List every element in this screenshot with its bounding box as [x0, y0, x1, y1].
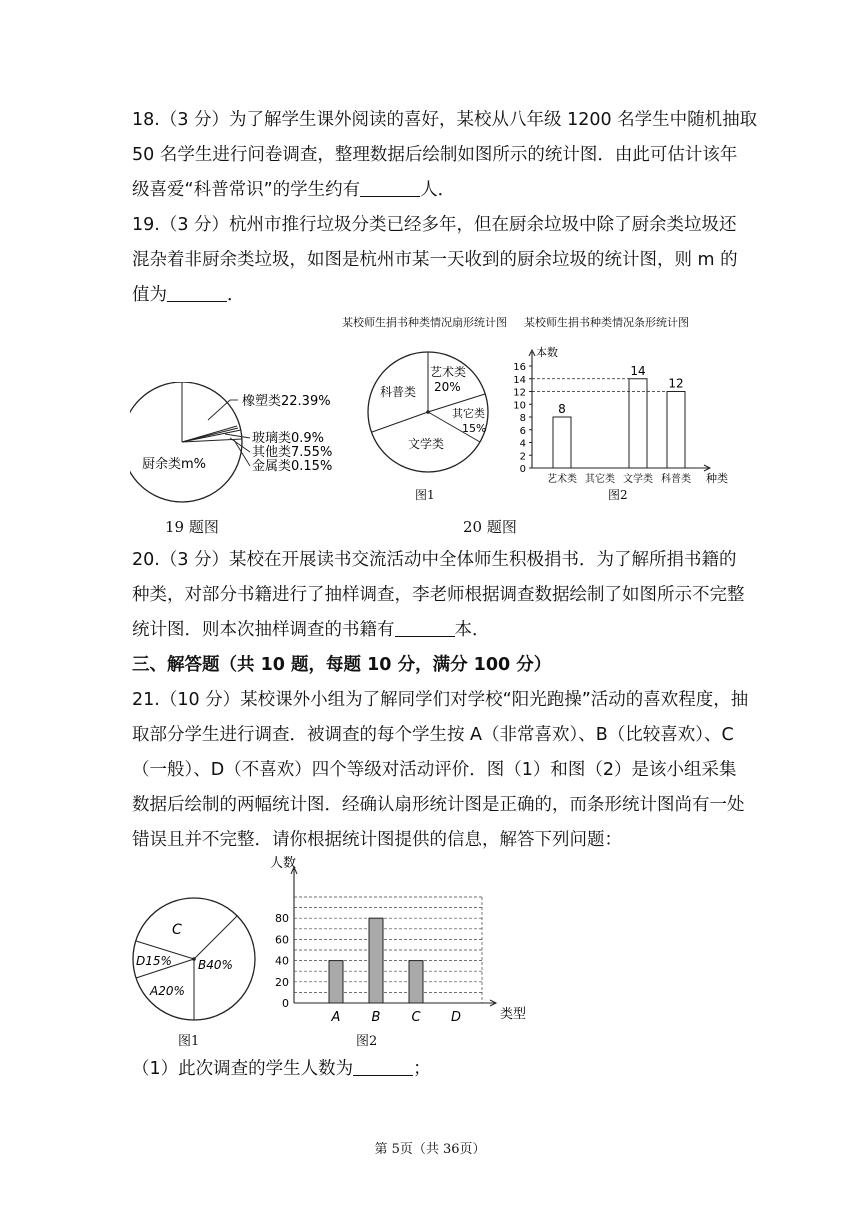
q18-line3-end: 人．	[420, 180, 456, 200]
q18-line1: 18.（3 分）为了解学生课外阅读的喜好，某校从八年级 1200 名学生中随机抽取	[132, 110, 758, 130]
q20-bar-chart	[510, 340, 740, 510]
x-tick-label: 文学类	[623, 474, 653, 485]
q20-pie-slice-edge	[372, 412, 428, 432]
q21-line5: 错误且并不完整．请你根据统计图提供的信息，解答下列问题：	[132, 830, 622, 850]
q21-pie-center	[192, 957, 196, 961]
answer-blank[interactable]	[353, 1057, 413, 1076]
data-label: 12	[668, 376, 684, 391]
x-axis-label: 种类	[706, 472, 728, 485]
q20-pie-label-other-pct: 15%	[462, 422, 487, 435]
bar	[553, 417, 571, 468]
q19-line1: 19.（3 分）杭州市推行垃圾分类已经多年，但在厨余垃圾中除了厨余类垃圾还	[132, 215, 737, 235]
q19-line2: 混杂着非厨余类垃圾，如图是杭州市某一天收到的厨余垃圾的统计图，则 m 的	[132, 250, 738, 270]
y-tick-label: 16	[513, 362, 526, 373]
answer-blank[interactable]	[167, 283, 227, 302]
q21-pie-slice-edge	[194, 916, 237, 959]
q18-line3-text: 级喜爱“科普常识”的学生约有	[132, 180, 361, 200]
y-tick-label: 14	[513, 374, 526, 386]
q19-label-metal: 金属类0.15%	[252, 459, 333, 474]
q19-label-kitchen: 厨余类m%	[142, 457, 207, 472]
y-tick-label: 10	[513, 400, 526, 412]
q20-line2: 种类，对部分书籍进行了抽样调查，李老师根据调查数据绘制了如图所示不完整	[132, 585, 745, 605]
q21-sub1	[132, 1056, 431, 1082]
q20-bar-title: 某校师生捐书种类情况条形统计图	[524, 316, 689, 329]
data-label: 14	[630, 363, 646, 378]
q19-caption: 19 题图	[165, 518, 219, 536]
q20-line1: 20.（3 分）某校在开展读书交流活动中全体师生积极捐书．为了解所捐书籍的	[132, 550, 737, 570]
section-heading: 三、解答题（共 10 题，每题 10 分，满分 100 分）	[132, 655, 552, 675]
y-tick-label: 8	[519, 413, 526, 424]
y-tick-label: 60	[275, 933, 289, 947]
q20-pie-label-other: 其它类	[452, 407, 485, 420]
q19-label-rubber: 橡塑类22.39%	[242, 394, 331, 409]
q20-pie-label-art: 艺术类	[430, 365, 467, 379]
q20-pie-label-art-pct: 20%	[434, 380, 461, 394]
q21-line2: 取部分学生进行调查．被调查的每个学生按 A（非常喜欢）、B（比较喜欢）、C	[132, 725, 734, 745]
x-tick-label: 科普类	[661, 474, 691, 485]
bar	[409, 961, 423, 1003]
x-tick-label: C	[411, 1010, 421, 1025]
y-axis-label: 本数	[536, 346, 558, 359]
x-tick-label: D	[450, 1010, 462, 1025]
x-axis-label: 类型	[500, 1007, 527, 1022]
q19-pie-chart	[130, 382, 370, 512]
answer-blank[interactable]	[395, 618, 455, 637]
x-tick-label: B	[371, 1010, 381, 1025]
q19-line3-text: 值为	[132, 285, 167, 305]
y-tick-label: 0	[282, 997, 289, 1010]
bar	[629, 379, 647, 468]
y-tick-label: 4	[519, 438, 526, 450]
q21-line3: （一般）、D（不喜欢）四个等级对活动评价．图（1）和图（2）是该小组采集	[132, 760, 737, 780]
q20-bar-caption: 图2	[608, 488, 628, 502]
q20-line3-text: 统计图．则本次抽样调查的书籍有	[132, 620, 395, 640]
q19-label-other: 其他类7.55%	[252, 445, 333, 460]
q20-line3-end: 本．	[454, 620, 490, 640]
q21-sub1-text: （1）此次调查的学生人数为	[132, 1059, 354, 1079]
q19-leader-line	[208, 400, 230, 420]
x-tick-label: 其它类	[585, 474, 615, 485]
y-axis-label: 人数	[270, 856, 297, 871]
q20-pie-caption: 图1	[415, 488, 435, 502]
q21-pie-label-d: D15%	[136, 954, 172, 968]
q21-line4: 数据后绘制的两幅统计图．经确认扇形统计图是正确的，而条形统计图尚有一处	[132, 795, 745, 815]
q20-pie-center	[426, 410, 430, 414]
q21-pie-label-a: A20%	[150, 984, 185, 998]
answer-blank[interactable]	[360, 178, 420, 197]
page-footer: 第 5页（共 36页）	[374, 1142, 486, 1157]
bar	[369, 918, 383, 1003]
q20-line3	[132, 617, 490, 643]
q21-pie-caption: 图1	[178, 1034, 200, 1049]
q21-bar-caption: 图2	[356, 1034, 378, 1049]
q21-line1: 21.（10 分）某校课外小组为了解同学们对学校“阳光跑操”活动的喜欢程度，抽	[132, 690, 749, 710]
q20-caption: 20 题图	[463, 518, 517, 536]
q20-pie-label-lit: 文学类	[408, 437, 445, 451]
q21-bar-chart	[270, 855, 540, 1030]
q18-line2: 50 名学生进行问卷调查，整理数据后绘制如图所示的统计图．由此可估计该年	[132, 145, 738, 165]
q19-label-glass: 玻璃类0.9%	[252, 431, 325, 446]
q18-line3	[132, 177, 455, 203]
q19-leader-line	[225, 434, 250, 438]
bar	[667, 392, 685, 469]
data-label: 8	[558, 402, 566, 416]
y-tick-label: 0	[519, 464, 526, 475]
q20-pie-title: 某校师生捐书种类情况扇形统计图	[342, 316, 507, 329]
bar	[329, 961, 343, 1003]
q20-pie-label-sci: 科普类	[380, 385, 417, 399]
y-tick-label: 40	[275, 954, 289, 968]
q19-line3	[132, 282, 245, 308]
q21-pie-label-b: B40%	[198, 958, 233, 972]
y-tick-label: 80	[275, 912, 289, 926]
x-tick-label: A	[331, 1010, 341, 1025]
y-tick-label: 2	[519, 451, 526, 463]
x-tick-label: 艺术类	[547, 474, 577, 485]
q21-pie-label-c: C	[172, 922, 182, 938]
y-tick-label: 20	[275, 975, 289, 989]
q21-pie-chart	[130, 895, 260, 1025]
q20-pie-chart	[366, 345, 496, 495]
y-tick-label: 12	[513, 387, 526, 399]
q21-sub1-end: ；	[413, 1059, 431, 1079]
q19-line3-end: ．	[227, 285, 245, 305]
y-tick-label: 6	[519, 425, 526, 437]
